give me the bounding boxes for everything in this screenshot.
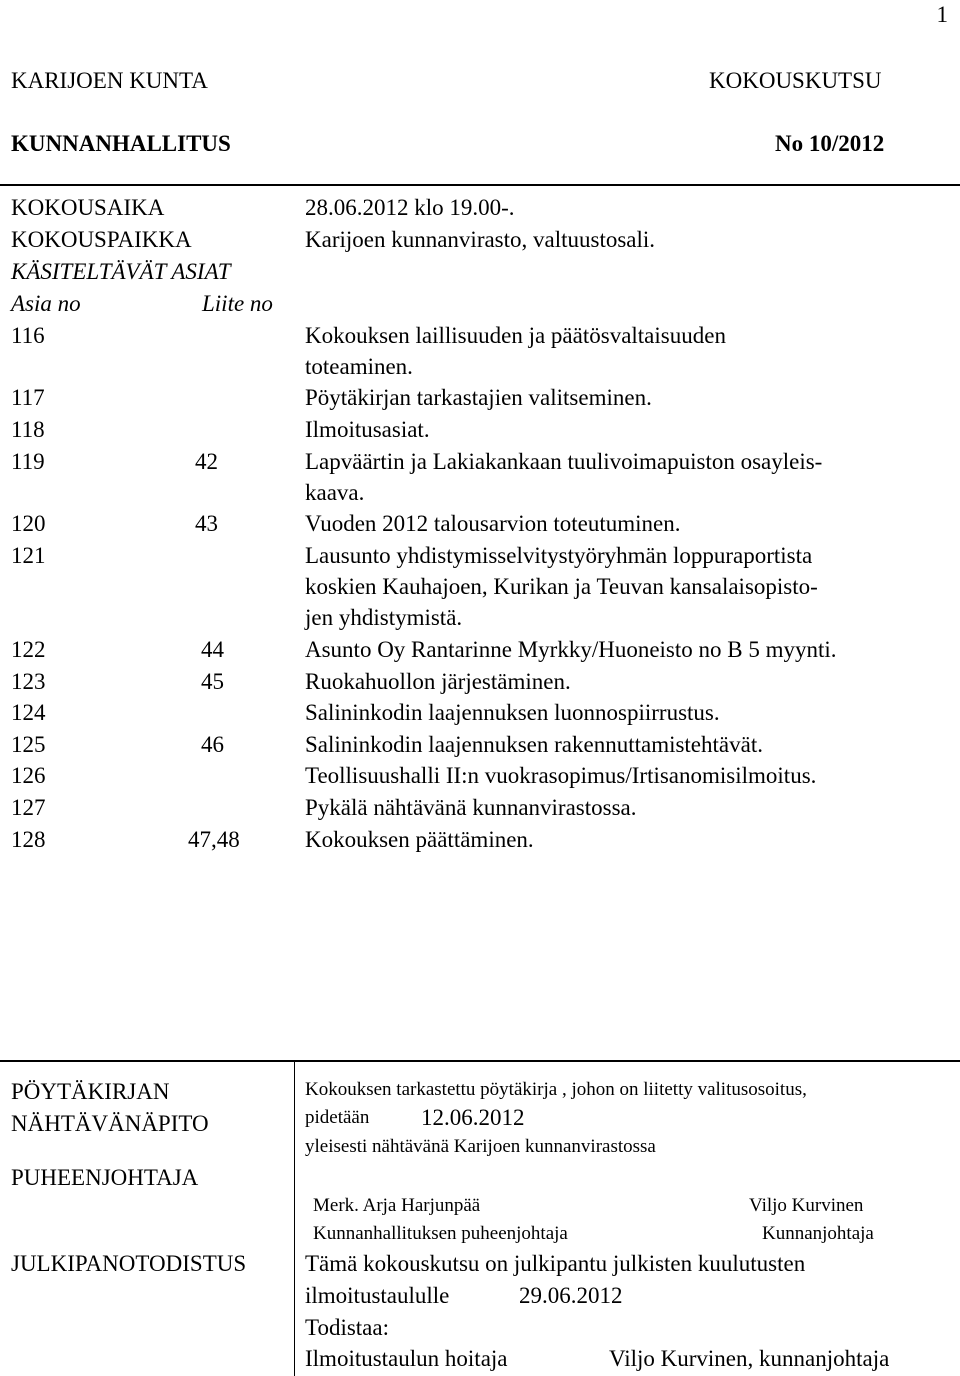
manager-name: Viljo Kurvinen xyxy=(749,1195,864,1216)
notice-signer-label: Ilmoitustaulun hoitaja xyxy=(305,1346,508,1371)
agenda-item-number: 123 xyxy=(11,669,46,694)
agenda-item-title: Vuoden 2012 talousarvion toteutuminen. xyxy=(305,511,681,536)
agenda-item-attachment: 46 xyxy=(201,732,224,757)
agenda-item-attachment: 44 xyxy=(201,637,224,662)
notice-label: JULKIPANOTODISTUS xyxy=(11,1251,247,1276)
agenda-item-title: Ilmoitusasiat. xyxy=(305,417,430,442)
notice-text-1: Tämä kokouskutsu on julkipantu julkisten kuulutusten xyxy=(305,1251,806,1276)
meeting-time-value: 28.06.2012 klo 19.00-. xyxy=(305,195,515,220)
agenda-item-title: toteaminen. xyxy=(305,354,413,379)
agenda-item-number: 116 xyxy=(11,323,45,348)
notice-signer-name: Viljo Kurvinen, kunnanjohtaja xyxy=(609,1346,890,1371)
minutes-label-2: NÄHTÄVÄNÄPITO xyxy=(11,1111,209,1136)
column-header-attachment: Liite no xyxy=(202,291,273,316)
agenda-item-attachment: 43 xyxy=(195,511,218,536)
agenda-item-title: Kokouksen laillisuuden ja päätösvaltaisuuden xyxy=(305,323,726,348)
footer-divider xyxy=(0,1060,960,1062)
agenda-item-title: Asunto Oy Rantarinne Myrkky/Huoneisto no B 5 myynti. xyxy=(305,637,837,662)
agenda-item-title: Salininkodin laajennuksen rakennuttamistehtävät. xyxy=(305,732,763,757)
agenda-item-title: kaava. xyxy=(305,480,365,505)
chair-label: PUHEENJOHTAJA xyxy=(11,1165,199,1190)
municipality-name: KARIJOEN KUNTA xyxy=(11,68,208,93)
header-divider xyxy=(0,184,960,186)
meeting-place-label: KOKOUSPAIKKA xyxy=(11,227,192,252)
minutes-text-1: Kokouksen tarkastettu pöytäkirja , johon on liitetty valitusosoitus, xyxy=(305,1079,807,1100)
document-type: KOKOUSKUTSU xyxy=(709,68,882,93)
minutes-text-3: yleisesti nähtävänä Karijoen kunnanvirastossa xyxy=(305,1136,656,1157)
meeting-time-label: KOKOUSAIKA xyxy=(11,195,165,220)
agenda-item-title: Kokouksen päättäminen. xyxy=(305,827,534,852)
agenda-item-title: Salininkodin laajennuksen luonnospiirrustus. xyxy=(305,700,720,725)
agenda-item-number: 120 xyxy=(11,511,46,536)
chair-name: Merk. Arja Harjunpää xyxy=(313,1195,481,1216)
chair-title: Kunnanhallituksen puheenjohtaja xyxy=(313,1223,568,1244)
matters-heading: KÄSITELTÄVÄT ASIAT xyxy=(11,259,231,284)
page-number: 1 xyxy=(936,2,948,27)
column-header-item: Asia no xyxy=(11,291,81,316)
agenda-item-number: 117 xyxy=(11,385,45,410)
agenda-item-attachment: 45 xyxy=(201,669,224,694)
agenda-item-title: koskien Kauhajoen, Kurikan ja Teuvan kansalaisopisto- xyxy=(305,574,818,599)
agenda-item-number: 119 xyxy=(11,449,45,474)
governing-body: KUNNANHALLITUS xyxy=(11,131,231,156)
agenda-item-title: Lausunto yhdistymisselvitystyöryhmän loppuraportista xyxy=(305,543,813,568)
footer-column-divider xyxy=(294,1062,295,1376)
agenda-item-title: Pöytäkirjan tarkastajien valitseminen. xyxy=(305,385,652,410)
agenda-item-number: 126 xyxy=(11,763,46,788)
agenda-item-title: Pykälä nähtävänä kunnanvirastossa. xyxy=(305,795,637,820)
minutes-date: 12.06.2012 xyxy=(421,1105,525,1130)
agenda-item-attachment: 47,48 xyxy=(188,827,240,852)
agenda-item-title: Lapväärtin ja Lakiakankaan tuulivoimapuiston osayleis- xyxy=(305,449,823,474)
notice-date: 29.06.2012 xyxy=(519,1283,623,1308)
meeting-place-value: Karijoen kunnanvirasto, valtuustosali. xyxy=(305,227,656,252)
agenda-item-number: 125 xyxy=(11,732,46,757)
agenda-item-number: 128 xyxy=(11,827,46,852)
agenda-item-number: 121 xyxy=(11,543,46,568)
agenda-item-title: Teollisuushalli II:n vuokrasopimus/Irtisanomisilmoitus. xyxy=(305,763,817,788)
agenda-item-number: 127 xyxy=(11,795,46,820)
minutes-label-1: PÖYTÄKIRJAN xyxy=(11,1079,170,1104)
agenda-item-number: 118 xyxy=(11,417,45,442)
meeting-number: No 10/2012 xyxy=(775,131,885,156)
notice-text-2-prefix: ilmoitustaululle xyxy=(305,1283,450,1308)
agenda-item-number: 124 xyxy=(11,700,46,725)
agenda-item-title: jen yhdistymistä. xyxy=(305,605,463,630)
minutes-text-2-prefix: pidetään xyxy=(305,1107,370,1128)
agenda-item-attachment: 42 xyxy=(195,449,218,474)
agenda-item-title: Ruokahuollon järjestäminen. xyxy=(305,669,571,694)
agenda-item-number: 122 xyxy=(11,637,46,662)
manager-title: Kunnanjohtaja xyxy=(762,1223,874,1244)
notice-text-3: Todistaa: xyxy=(305,1315,389,1340)
